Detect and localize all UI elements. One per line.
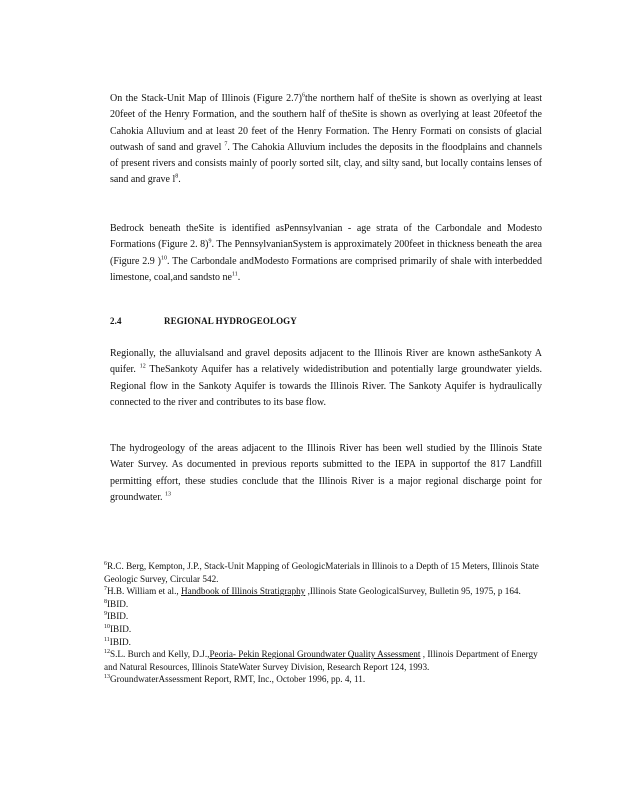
footnote-text: IBID. — [110, 623, 132, 634]
footnote-text: H.B. William et al., — [107, 586, 181, 597]
footnote-ref: 13 — [165, 491, 171, 498]
section-title: REGIONAL HYDROGEOLOGY — [164, 316, 297, 326]
footnote-text: R.C. Berg, Kempton, J.P., Stack-Unit Mapping of GeologicMaterials in Illinois to a Depth of 15 Meters, Illinois State Geologic Survey, Circular 542. — [104, 561, 539, 584]
footnote-ref: 7 — [224, 141, 228, 148]
footnote-text: ,Illinois State GeologicalSurvey, Bulletin 95, 1975, p 164. — [305, 586, 521, 597]
paragraph-text: TheSankoty Aquifer has a relatively widedistribution and potentially large groundwater yields. Regional flow in the Sankoty Aquifer is towards the Illinois River. The Sankoty Aquifer is hydraulically connected to the river and contributes to its base flow. — [110, 364, 542, 408]
paragraph-text: Regionally, the alluvialsand and gravel deposits adjacent to the Illinois River are known astheSankoty A quifer. — [110, 348, 542, 376]
footnote-ref: 12 — [139, 363, 146, 370]
footnote-item — [104, 648, 544, 673]
paragraph-text: The hydrogeology of the areas adjacent to the Illinois River has been well studied by the Illinois State Water Survey. As documented in previous reports submitted to the IEPA in supportof the 817 Landfill permitting effort, these studies conclude that the Illinois River is a major regional discharge point for groundwater. — [110, 443, 542, 503]
paragraph-text: . The Cahokia Alluvium includes the deposits in the floodplains and channels of present rivers and consists mainly of poorly sorted silt, clay, and silty sand, but locally contains lenses of sand and grave l — [110, 141, 542, 186]
footnote-ref: 8 — [175, 174, 179, 181]
footnote-text: , Illinois Department of Energy and Natural Resources, Illinois StateWater Survey Division, Research Report 124, 1993. — [104, 649, 538, 672]
paragraph-sankoty-aquifer — [110, 346, 542, 411]
footnote-text: S.L. Burch and Kelly, D.J., — [110, 649, 210, 660]
footnotes — [104, 560, 544, 686]
footnote-text: GroundwaterAssessment Report, RMT, Inc., October 1996, pp. 4, 11. — [110, 674, 366, 685]
footnote-marker: 6 — [104, 560, 107, 567]
footnote-text: IBID. — [109, 636, 131, 647]
footnote-marker: 7 — [104, 586, 107, 593]
footnote-item — [104, 610, 544, 623]
footnote-item — [104, 673, 544, 686]
footnote-marker: 10 — [104, 623, 110, 630]
footnote-text: IBID. — [107, 598, 129, 609]
footnote-item — [104, 585, 544, 598]
footnote-item — [104, 598, 544, 611]
footnote-item — [104, 636, 544, 649]
paragraph-text: Bedrock beneath theSite is identified asPennsylvanian - age strata of the Carbondale and Modesto Formations (Figure 2. 8) — [110, 223, 542, 251]
footnote-ref: 6 — [302, 92, 306, 99]
paragraph-text: . The PennsylvanianSystem is approximately 200feet in thickness beneath the area (Figure 2.9 ) — [110, 239, 542, 267]
footnote-ref: 11 — [231, 271, 238, 278]
footnote-citation-title: Handbook of Illinois Stratigraphy — [180, 586, 306, 597]
footnote-text: IBID. — [107, 611, 129, 622]
footnote-marker: 12 — [104, 649, 110, 656]
paragraph-text: On the Stack-Unit Map of Illinois (Figure 2.7) — [110, 93, 303, 104]
footnote-citation-title: Peoria- Pekin Regional Groundwater Quality Assessment — [209, 649, 421, 660]
footnote-item — [104, 623, 544, 636]
paragraph-text: . The Carbondale andModesto Formations are comprised primarily of shale with interbedded limestone, coal,and sandsto ne — [110, 255, 542, 283]
section-number: 2.4 — [110, 316, 122, 326]
paragraph-hydrogeology-studies — [110, 441, 542, 506]
paragraph-text: the northern half of theSite is shown as overlying at least 20feet of the Henry Formation, and the southern half of theSite is shown as overlying at least 20feetof the Cahokia Alluvium and at least 20 feet of the Henry Formation. The Henry Formati on consists of glacial outwash of sand and gravel — [110, 93, 542, 153]
footnote-ref: 9 — [208, 238, 212, 245]
footnote-marker: 13 — [104, 674, 110, 681]
footnote-item — [104, 560, 544, 585]
paragraph-stack-unit-map — [110, 91, 542, 189]
paragraph-bedrock — [110, 221, 542, 286]
paragraph-text: . — [237, 271, 241, 283]
footnote-ref: 10 — [160, 255, 167, 262]
footnote-marker: 9 — [104, 611, 107, 618]
footnote-marker: 8 — [104, 598, 107, 605]
paragraph-text: . — [178, 174, 181, 186]
footnote-marker: 11 — [104, 636, 110, 643]
